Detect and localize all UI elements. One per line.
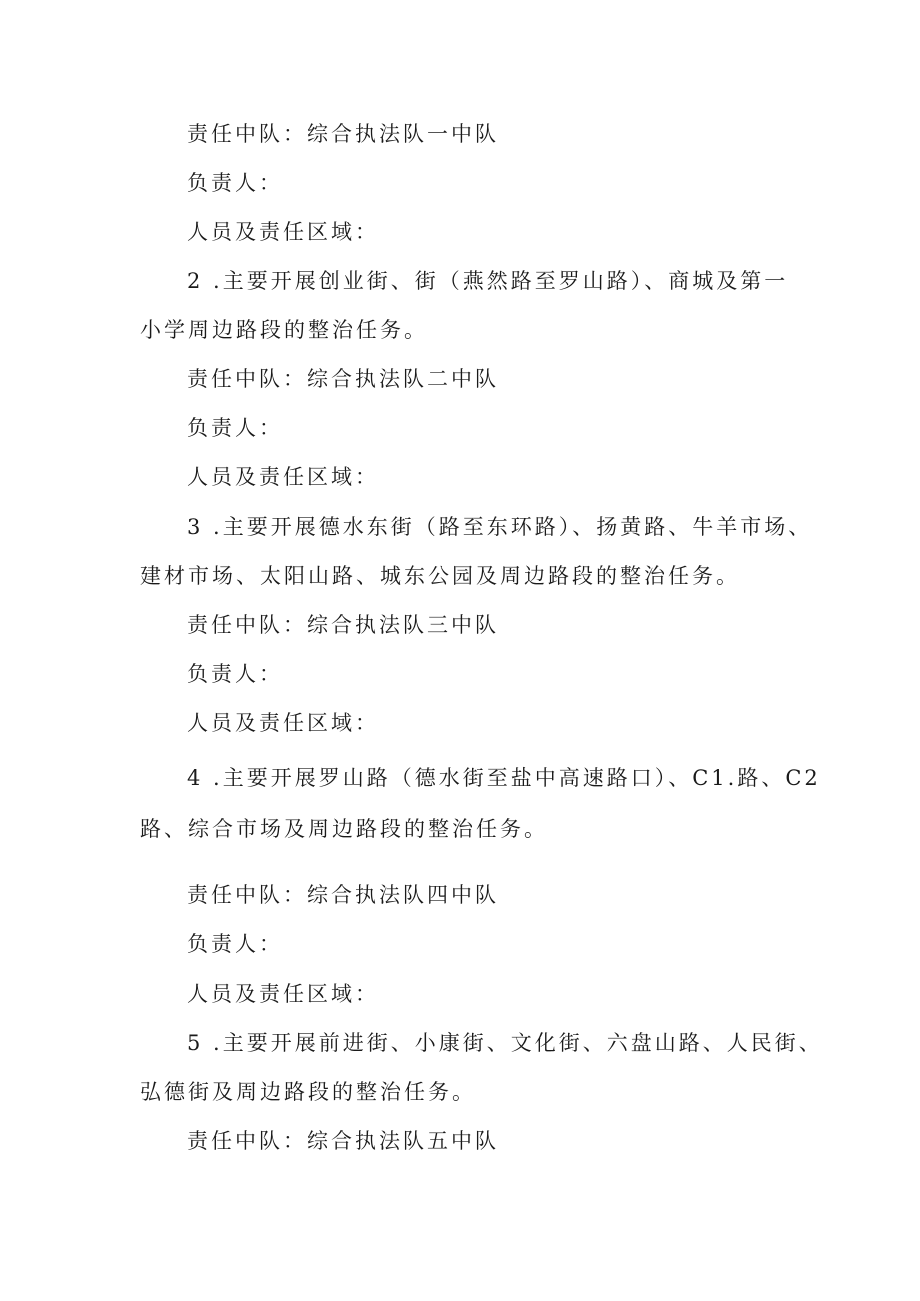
task-4-line-2: 路、综合市场及周边路段的整治任务。 xyxy=(140,817,548,841)
duty-team-5: 责任中队：综合执法队五中队 xyxy=(187,1129,499,1153)
staff-area-2: 人员及责任区域： xyxy=(187,465,379,489)
staff-area-3: 人员及责任区域： xyxy=(187,711,379,735)
duty-team-1: 责任中队：综合执法队一中队 xyxy=(187,122,499,146)
task-2-line-1: 2 .主要开展创业街、街（燕然路至罗山路）、商城及第一 xyxy=(187,269,789,293)
task-5-line-1: 5 .主要开展前进街、小康街、文化街、六盘山路、人民街、 xyxy=(187,1031,823,1055)
task-2-line-2: 小学周边路段的整治任务。 xyxy=(140,318,428,342)
task-5-line-2: 弘德街及周边路段的整治任务。 xyxy=(140,1080,476,1104)
staff-area-1: 人员及责任区域： xyxy=(187,220,379,244)
duty-team-2: 责任中队：综合执法队二中队 xyxy=(187,367,499,391)
task-3-line-1: 3 .主要开展德水东街（路至东环路）、扬黄路、牛羊市场、 xyxy=(187,515,813,539)
leader-3: 负责人： xyxy=(187,662,283,686)
task-3-line-2: 建材市场、太阳山路、城东公园及周边路段的整治任务。 xyxy=(140,564,740,588)
leader-2: 负责人： xyxy=(187,416,283,440)
duty-team-3: 责任中队：综合执法队三中队 xyxy=(187,613,499,637)
duty-team-4: 责任中队：综合执法队四中队 xyxy=(187,883,499,907)
leader-1: 负责人： xyxy=(187,171,283,195)
leader-4: 负责人： xyxy=(187,932,283,956)
task-4-line-1: 4 .主要开展罗山路（德水街至盐中高速路口）、C1.路、C2 xyxy=(187,766,821,790)
staff-area-4: 人员及责任区域： xyxy=(187,982,379,1006)
